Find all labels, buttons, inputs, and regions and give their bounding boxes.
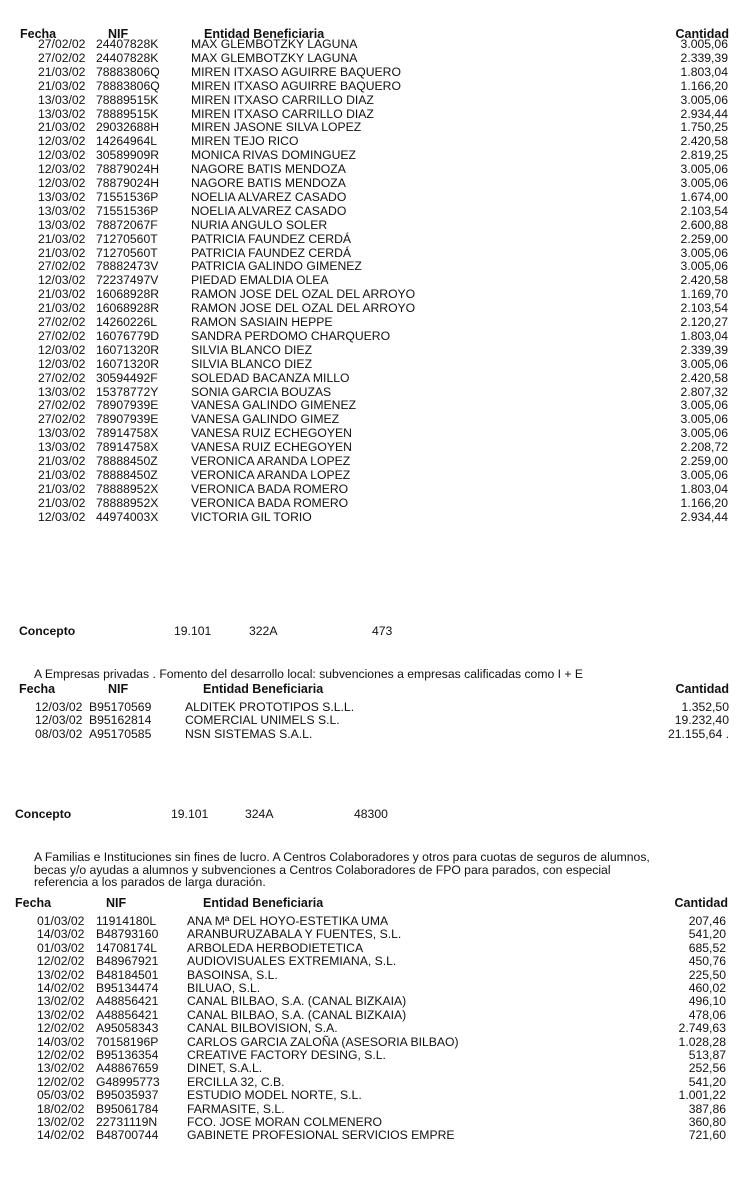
s3-description: A Familias e Instituciones sin fines de lucro. A Centros Colaboradores y otros para cuotas de seguros de alumnos, becas y/o ayudas a alumnos y subvenciones a Centros Colaboradores de FPO para parados, con especial referencia a los parados de larga duración. [34,850,650,889]
row-fecha: 21/03/02 [38,120,86,135]
table-row [0,1089,754,1102]
row-cantidad: 2.420,58 [680,134,728,149]
row-fecha: 12/03/02 [38,148,86,163]
row-fecha: 21/03/02 [38,231,86,246]
row-cantidad: 2.103,54 [680,301,728,316]
row-nif: A48867659 [96,1061,159,1076]
row-fecha: 12/03/02 [38,176,86,190]
row-cantidad: 685,52 [688,940,726,955]
row-fecha: 14/02/02 [37,981,85,995]
row-entidad: PATRICIA FAUNDEZ CERDÁ [191,231,352,246]
row-fecha: 14/03/02 [37,927,85,942]
row-cantidad: 1.803,04 [680,481,728,496]
table-row [0,38,754,51]
row-fecha: 27/02/02 [38,398,86,413]
table-row [0,260,754,273]
row-fecha: 13/03/02 [38,440,86,455]
table-row [0,177,754,190]
s3-header-cantidad: Cantidad [674,896,728,910]
row-cantidad: 2.259,00 [680,231,728,246]
row-entidad: NAGORE BATIS MENDOZA [191,162,346,177]
row-nif: 30594492F [96,370,158,385]
row-cantidad: 3.005,06 [680,162,728,177]
row-entidad: SOLEDAD BACANZA MILLO [191,370,350,385]
row-cantidad: 2.420,58 [680,273,728,288]
row-entidad: SANDRA PERDOMO CHARQUERO [191,328,391,343]
row-nif: 78879024H [96,162,160,177]
table-row [0,274,754,287]
row-cantidad: 2.807,32 [680,384,728,399]
s2-header-fecha: Fecha [19,682,56,696]
row-cantidad: 3.005,06 [680,412,728,427]
s2-header-nif: NIF [108,682,129,696]
row-entidad: ALDITEK PROTOTIPOS S.L.L. [185,700,355,714]
row-cantidad: 1.352,50 [681,700,729,714]
table-row [0,344,754,357]
row-fecha: 14/02/02 [37,1128,85,1143]
table-row [0,149,754,162]
row-cantidad: 387,86 [688,1101,726,1116]
row-fecha: 27/02/02 [38,328,86,343]
row-nif: 14264964L [96,134,158,149]
table-row [0,80,754,93]
row-fecha: 12/03/02 [38,356,86,371]
row-nif: B95134474 [96,981,159,995]
row-fecha: 13/02/02 [37,1061,85,1076]
row-cantidad: 3.005,06 [680,176,728,190]
s1-header-nif: NIF [108,27,129,41]
row-fecha: 27/02/02 [38,412,86,427]
row-fecha: 12/03/02 [38,162,86,177]
table-row [0,358,754,371]
row-cantidad: 541,20 [688,1074,726,1089]
table-row [0,1116,754,1129]
table-row [0,372,754,385]
row-entidad: MAX GLEMBOTZKY LAGUNA [191,37,358,51]
table-row [0,330,754,343]
table-row [0,1062,754,1075]
row-fecha: 12/03/02 [35,713,83,728]
row-nif: B48700744 [96,1128,159,1143]
row-entidad: MIREN ITXASO CARRILLO DIAZ [191,106,374,121]
row-fecha: 12/03/02 [35,700,83,714]
row-nif: 24407828K [96,50,159,65]
row-entidad: DINET, S.A.L. [187,1061,263,1076]
row-fecha: 27/02/02 [38,315,86,329]
row-nif: A95058343 [96,1021,159,1036]
table-row [0,955,754,968]
row-nif: B48967921 [96,954,159,969]
row-entidad: VICTORIA GIL TORIO [191,509,312,524]
row-cantidad: 2.103,54 [680,203,728,218]
row-entidad: VANESA RUIZ ECHEGOYEN [191,440,352,455]
row-nif: 72237497V [96,273,159,288]
row-cantidad: 2.600,88 [680,217,728,232]
row-nif: 71270560T [96,245,158,260]
row-cantidad: 3.005,06 [680,356,728,371]
row-entidad: NSN SISTEMAS S.A.L. [185,726,313,741]
row-fecha: 12/03/02 [38,342,86,357]
row-fecha: 13/03/02 [38,384,86,399]
row-cantidad: 1.674,00 [680,189,728,204]
table-row [0,469,754,482]
row-nif: 78872067F [96,217,158,232]
row-entidad: VERONICA ARANDA LOPEZ [191,454,351,468]
row-fecha: 21/03/02 [38,245,86,260]
table-row [0,316,754,329]
row-cantidad: 1.750,25 [680,120,728,135]
row-nif: 78888952X [96,481,159,496]
s3-header-fecha: Fecha [15,896,52,910]
table-row [0,1022,754,1035]
row-nif: B48793160 [96,927,159,942]
table-row [0,995,754,1008]
row-fecha: 21/03/02 [38,481,86,496]
s3-concepto-c2: 324A [245,807,274,821]
s1-header-fecha: Fecha [20,27,57,41]
row-cantidad: 2.934,44 [680,106,728,121]
row-fecha: 12/03/02 [38,134,86,149]
row-entidad: VERONICA BADA ROMERO [191,481,349,496]
row-nif: 78914758X [96,440,159,455]
row-entidad: ERCILLA 32, C.B. [187,1074,285,1089]
row-fecha: 13/03/02 [38,203,86,218]
row-fecha: 21/03/02 [38,467,86,482]
row-fecha: 13/02/02 [37,967,85,982]
row-entidad: CANAL BILBOVISION, S.A. [187,1021,338,1036]
row-nif: 71551536P [96,189,159,204]
row-nif: B95162814 [89,713,152,728]
row-cantidad: 207,46 [688,914,726,928]
table-row [0,942,754,955]
table-row [0,135,754,148]
table-row [0,497,754,510]
row-nif: B95136354 [96,1048,159,1062]
row-entidad: GABINETE PROFESIONAL SERVICIOS EMPRE [187,1128,455,1143]
row-entidad: VANESA GALINDO GIMENEZ [191,398,357,413]
row-fecha: 12/03/02 [38,509,86,524]
row-nif: 78907939E [96,412,159,427]
row-fecha: 13/03/02 [38,217,86,232]
row-fecha: 13/02/02 [37,1115,85,1129]
row-fecha: 27/02/02 [38,37,86,51]
table-row [0,1049,754,1062]
row-nif: 16071320R [96,356,160,371]
row-cantidad: 541,20 [688,927,726,942]
row-fecha: 13/02/02 [37,1007,85,1022]
row-cantidad: 2.259,00 [680,454,728,468]
row-entidad: RAMON SASIAIN HEPPE [191,315,333,329]
table-row [0,427,754,440]
row-cantidad: 2.749,63 [678,1021,726,1036]
table-row [0,455,754,468]
row-nif: 16068928R [96,301,160,316]
table-row [0,413,754,426]
row-cantidad: 2.120,27 [680,315,728,329]
table-row [0,1076,754,1089]
row-cantidad: 2.420,58 [680,370,728,385]
row-entidad: SILVIA BLANCO DIEZ [191,356,313,371]
row-cantidad: 460,02 [688,981,726,995]
row-cantidad: 1.028,28 [678,1034,726,1049]
row-fecha: 01/03/02 [37,914,85,928]
row-nif: 78907939E [96,398,159,413]
row-cantidad: 3.005,06 [680,37,728,51]
s3-concepto-label: Concepto [15,807,72,821]
row-nif: 30589909R [96,148,160,163]
table-row [0,302,754,315]
table-row [0,928,754,941]
row-entidad: CARLOS GARCIA ZALOÑA (ASESORIA BILBAO) [187,1034,459,1049]
row-cantidad: 1.803,04 [680,328,728,343]
s2-header-cantidad: Cantidad [675,682,729,696]
row-fecha: 21/03/02 [38,454,86,468]
row-entidad: COMERCIAL UNIMELS S.L. [185,713,340,728]
row-nif: A95170585 [89,726,152,741]
row-nif: 44974003X [96,509,159,524]
row-entidad: FCO. JOSE MORAN COLMENERO [187,1115,383,1129]
table-row [0,66,754,79]
row-nif: 78888450Z [96,467,158,482]
s2-concepto-c1: 19.101 [174,624,212,638]
row-entidad: FARMASITE, S.L. [187,1101,285,1116]
row-cantidad: 225,50 [688,967,726,982]
row-nif: A48856421 [96,994,159,1009]
row-entidad: VERONICA ARANDA LOPEZ [191,467,351,482]
row-entidad: NOELIA ALVAREZ CASADO [191,189,347,204]
table-row [0,163,754,176]
row-entidad: NAGORE BATIS MENDOZA [191,176,346,190]
row-cantidad: 3.005,06 [680,426,728,441]
row-fecha: 12/02/02 [37,1021,85,1036]
table-row [0,288,754,301]
row-cantidad: 1.166,20 [680,495,728,510]
row-nif: 78889515K [96,106,159,121]
row-entidad: PATRICIA GALINDO GIMENEZ [191,259,362,274]
table-row [0,108,754,121]
row-nif: 16076779D [96,328,160,343]
table-row [0,511,754,524]
row-nif: 78889515K [96,92,159,107]
row-cantidad: 3.005,06 [680,398,728,413]
row-fecha: 01/03/02 [37,940,85,955]
table-row [0,1009,754,1022]
table-row [0,247,754,260]
row-cantidad: 19.232,40 [674,713,729,728]
row-cantidad: 2.339,39 [680,50,728,65]
table-row [0,728,754,741]
row-fecha: 18/02/02 [37,1101,85,1116]
row-nif: A48856421 [96,1007,159,1022]
row-nif: 78883806Q [96,78,160,93]
row-cantidad: 513,87 [688,1048,726,1062]
row-fecha: 13/03/02 [38,106,86,121]
row-entidad: MIREN TEJO RICO [191,134,299,149]
row-entidad: CREATIVE FACTORY DESING, S.L. [187,1048,386,1062]
row-nif: 14260226L [96,315,158,329]
row-nif: G48995773 [96,1074,160,1089]
row-nif: 71270560T [96,231,158,246]
row-entidad: ANA Mª DEL HOYO-ESTETIKA UMA [187,914,389,928]
row-fecha: 21/03/02 [38,287,86,302]
row-cantidad: 252,56 [688,1061,726,1076]
table-row [0,191,754,204]
row-entidad: PIEDAD EMALDIA OLEA [191,273,329,288]
table-row [0,233,754,246]
row-nif: 14708174L [96,940,158,955]
table-row [0,714,754,727]
table-row [0,1103,754,1116]
row-cantidad: 1.169,70 [680,287,728,302]
s2-concepto-c2: 322A [249,624,278,638]
row-fecha: 14/03/02 [37,1034,85,1049]
row-fecha: 13/02/02 [37,994,85,1009]
row-fecha: 12/02/02 [37,1074,85,1089]
row-entidad: MIREN ITXASO AGUIRRE BAQUERO [191,64,401,79]
row-entidad: AUDIOVISUALES EXTREMIANA, S.L. [187,954,397,969]
row-nif: B48184501 [96,967,159,982]
s3-concepto-c1: 19.101 [171,807,209,821]
row-fecha: 12/02/02 [37,954,85,969]
row-entidad: MONICA RIVAS DOMINGUEZ [191,148,356,163]
row-cantidad: 1.166,20 [680,78,728,93]
row-fecha: 21/03/02 [38,64,86,79]
row-cantidad: 721,60 [688,1128,726,1143]
row-nif: 24407828K [96,37,159,51]
row-nif: 29032688H [96,120,160,135]
table-row [0,219,754,232]
row-entidad: RAMON JOSE DEL OZAL DEL ARROYO [191,301,416,316]
table-row [0,1129,754,1142]
row-nif: 11914180L [96,914,157,928]
row-fecha: 12/03/02 [38,273,86,288]
row-cantidad: 1.803,04 [680,64,728,79]
row-cantidad: 2.208,72 [680,440,728,455]
row-entidad: PATRICIA FAUNDEZ CERDÁ [191,245,352,260]
row-nif: 78883806Q [96,64,160,79]
row-nif: 78888450Z [96,454,158,468]
table-row [0,483,754,496]
row-entidad: NOELIA ALVAREZ CASADO [191,203,347,218]
table-row [0,94,754,107]
table-row [0,386,754,399]
row-fecha: 13/03/02 [38,189,86,204]
row-fecha: 21/03/02 [38,78,86,93]
s1-header-cantidad: Cantidad [675,27,729,41]
table-row [0,441,754,454]
row-nif: 78882473V [96,259,159,274]
row-cantidad: 3.005,06 [680,259,728,274]
row-nif: B95035937 [96,1088,159,1103]
row-nif: 22731119N [96,1115,158,1129]
row-entidad: MAX GLEMBOTZKY LAGUNA [191,50,358,65]
row-nif: B95061784 [96,1101,159,1116]
row-nif: 16068928R [96,287,160,302]
row-entidad: SILVIA BLANCO DIEZ [191,342,313,357]
row-entidad: RAMON JOSE DEL OZAL DEL ARROYO [191,287,416,302]
s2-concepto-label: Concepto [19,624,76,638]
row-cantidad: 2.339,39 [680,342,728,357]
row-cantidad: 360,80 [688,1115,726,1129]
row-entidad: CANAL BILBAO, S.A. (CANAL BIZKAIA) [187,1007,407,1022]
row-fecha: 27/02/02 [38,259,86,274]
s3-header-entidad: Entidad Beneficiaria [203,896,324,910]
s1-header-entidad: Entidad Beneficiaria [204,27,325,41]
table-row [0,205,754,218]
row-entidad: MIREN ITXASO CARRILLO DIAZ [191,92,374,107]
row-nif: 15378772Y [96,384,159,399]
row-entidad: CANAL BILBAO, S.A. (CANAL BIZKAIA) [187,994,407,1009]
row-cantidad: 450,76 [688,954,726,969]
row-entidad: BASOINSA, S.L. [187,967,278,982]
row-cantidad: 3.005,06 [680,245,728,260]
row-nif: 78888952X [96,495,159,510]
row-fecha: 21/03/02 [38,495,86,510]
row-cantidad: 3.005,06 [680,92,728,107]
row-entidad: VERONICA BADA ROMERO [191,495,349,510]
s2-concepto-c3: 473 [372,624,393,638]
row-nif: B95170569 [89,700,152,714]
row-fecha: 27/02/02 [38,370,86,385]
row-fecha: 12/02/02 [37,1048,85,1062]
row-cantidad: 496,10 [688,994,726,1009]
row-entidad: ESTUDIO MODEL NORTE, S.L. [187,1088,362,1103]
table-row [0,399,754,412]
table-row [0,915,754,928]
s3-concepto-c3: 48300 [354,807,388,821]
row-entidad: BILUAO, S.L. [187,981,261,995]
row-entidad: ARANBURUZABALA Y FUENTES, S.L. [187,927,402,942]
row-fecha: 08/03/02 [35,726,83,741]
row-cantidad: 2.819,25 [680,148,728,163]
row-entidad: NURIA ANGULO SOLER [191,217,328,232]
row-fecha: 13/03/02 [38,426,86,441]
s2-description: A Empresas privadas . Fomento del desarrollo local: subvenciones a empresas calificadas como I + E [34,667,584,681]
row-nif: 78879024H [96,176,160,190]
row-entidad: ARBOLEDA HERBODIETETICA [187,940,364,955]
row-fecha: 13/03/02 [38,92,86,107]
table-row [0,1036,754,1049]
row-entidad: SONIA GARCIA BOUZAS [191,384,332,399]
row-nif: 70158196P [96,1034,159,1049]
table-row [0,52,754,65]
row-entidad: MIREN JASONE SILVA LOPEZ [191,120,362,135]
row-cantidad: 1.001,22 [678,1088,726,1103]
row-fecha: 27/02/02 [38,50,86,65]
row-nif: 16071320R [96,342,160,357]
s3-header-nif: NIF [106,896,127,910]
row-cantidad: 478,06 [688,1007,726,1022]
s2-header-entidad: Entidad Beneficiaria [203,682,324,696]
row-nif: 71551536P [96,203,159,218]
table-row [0,969,754,982]
row-fecha: 21/03/02 [38,301,86,316]
row-entidad: MIREN ITXASO AGUIRRE BAQUERO [191,78,401,93]
row-fecha: 05/03/02 [37,1088,85,1103]
table-row [0,121,754,134]
row-cantidad: 21.155,64 . [668,726,729,741]
table-row [0,982,754,995]
row-entidad: VANESA RUIZ ECHEGOYEN [191,426,352,441]
row-nif: 78914758X [96,426,159,441]
row-cantidad: 3.005,06 [680,467,728,482]
row-entidad: VANESA GALINDO GIMEZ [191,412,340,427]
row-cantidad: 2.934,44 [680,509,728,524]
table-row [0,701,754,714]
